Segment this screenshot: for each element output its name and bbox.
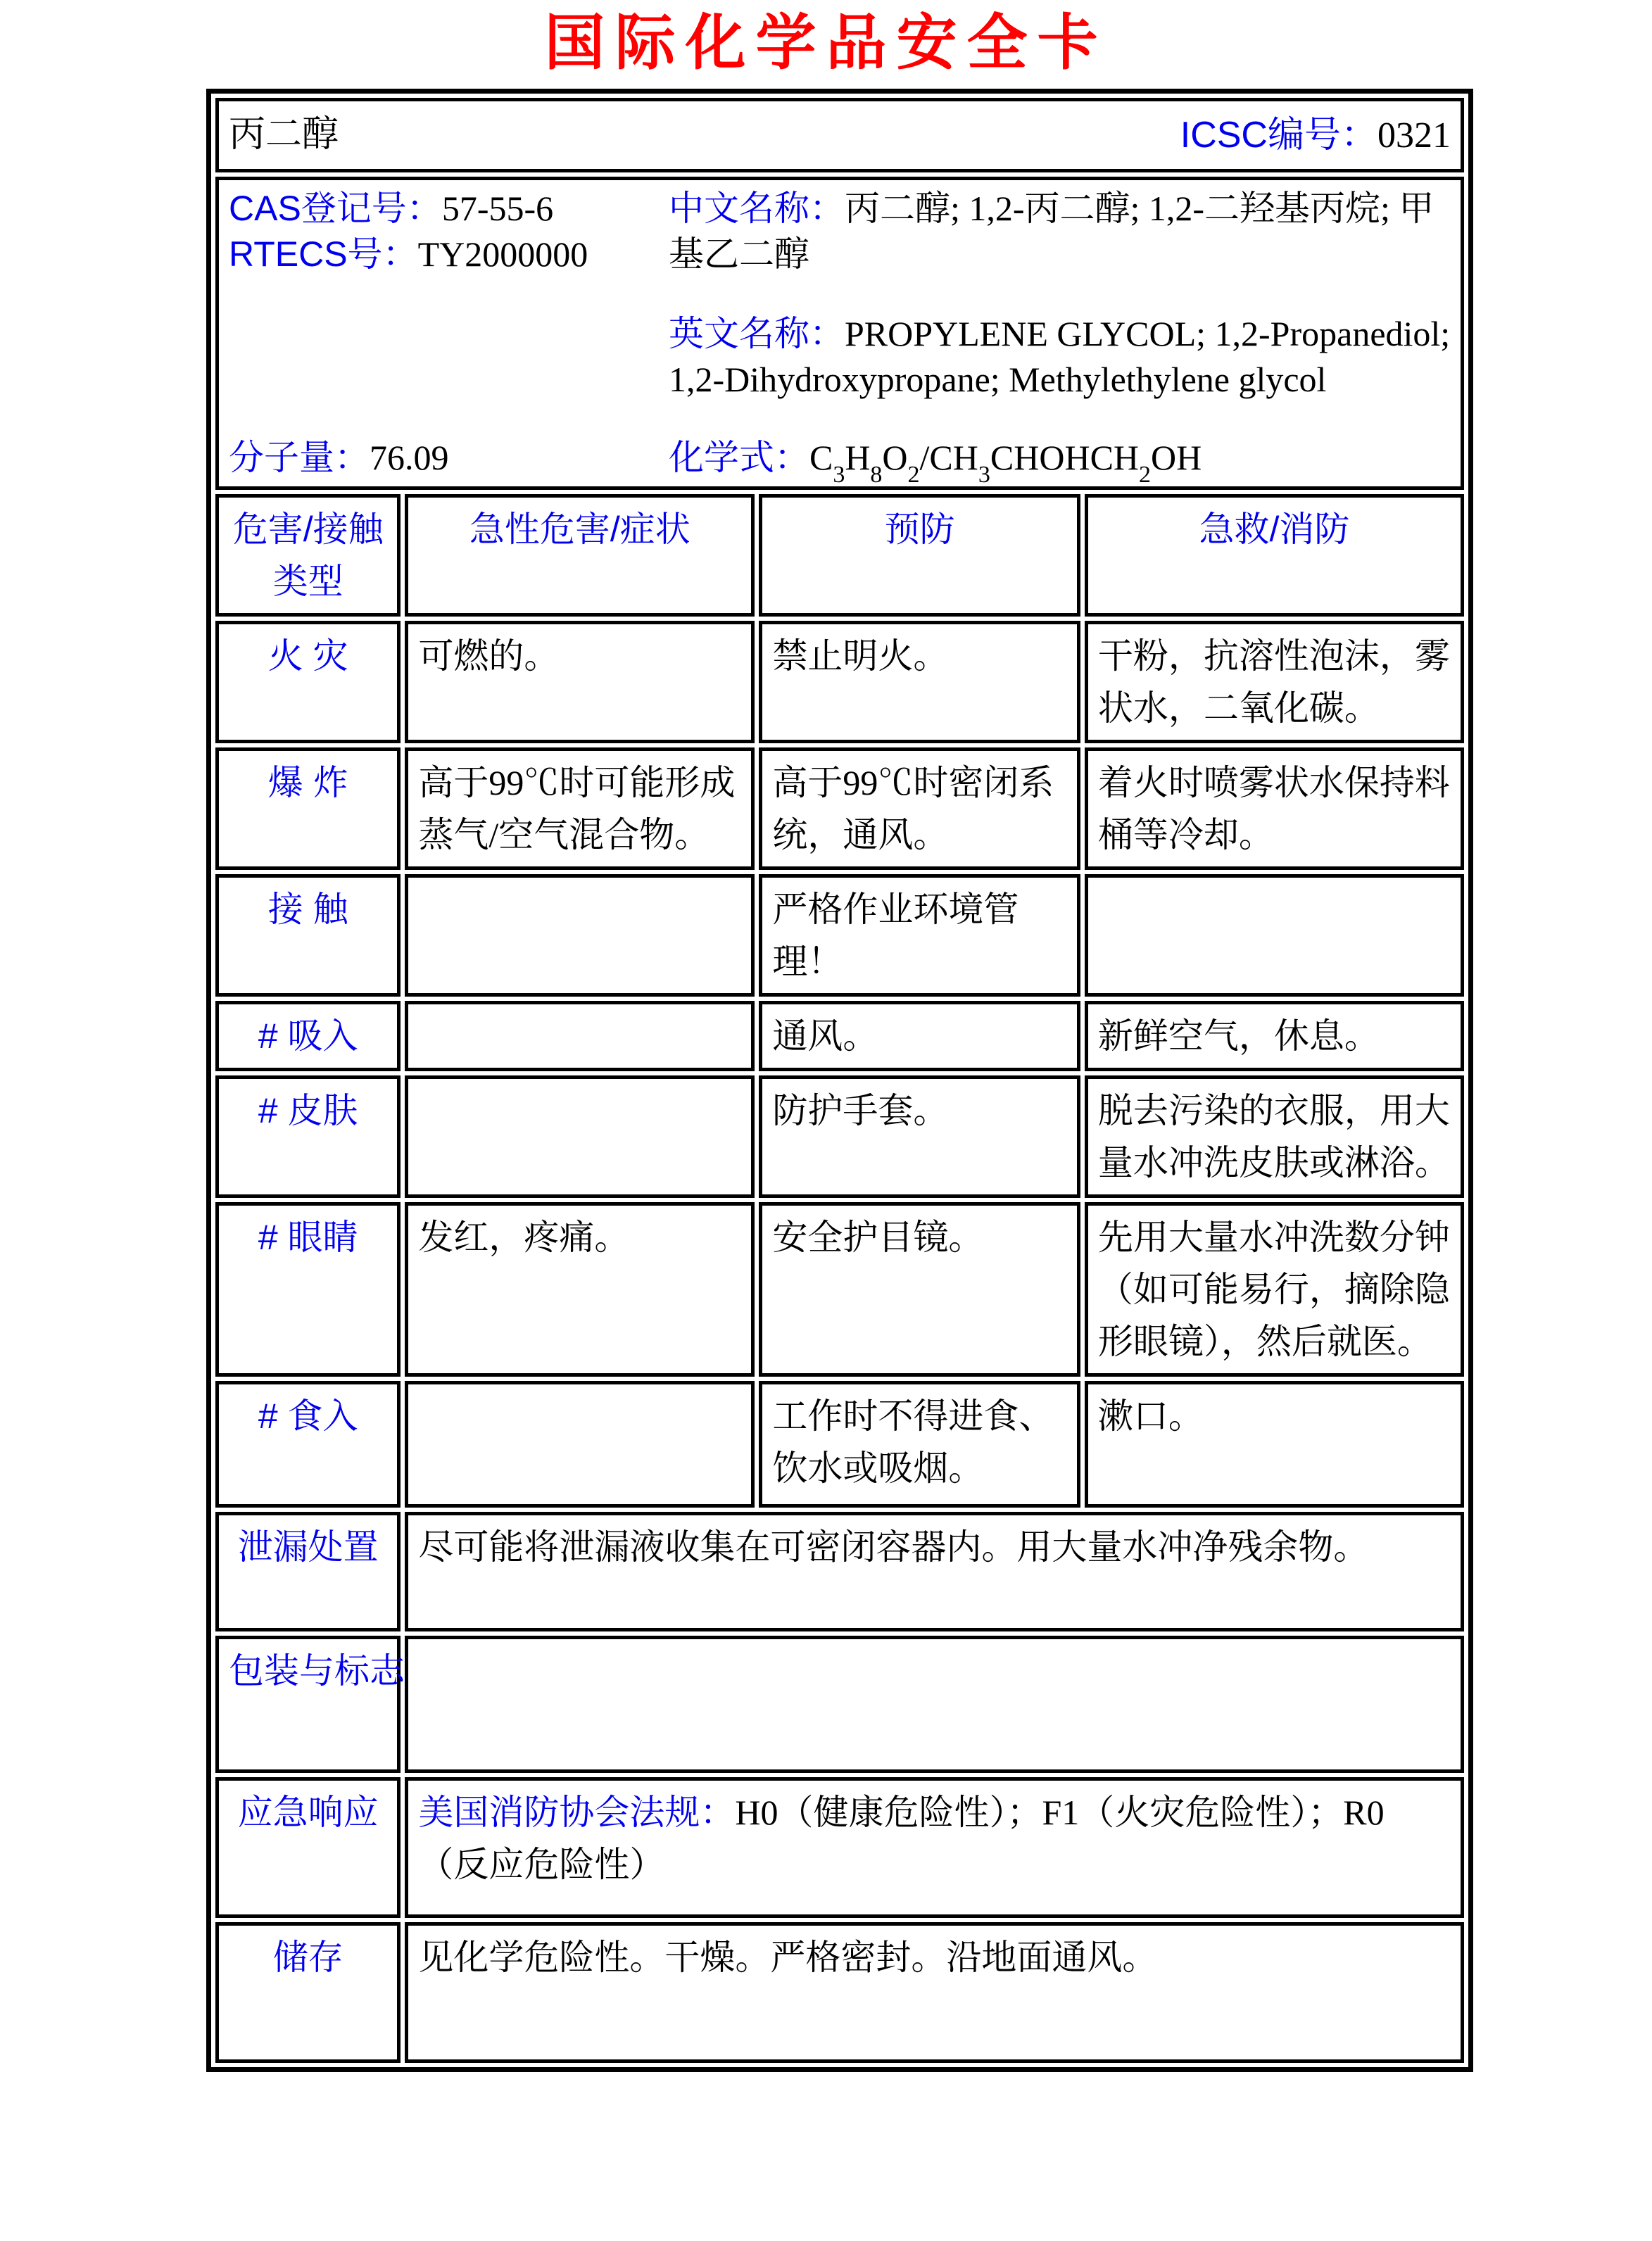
row-label-explosion: 爆 炸 bbox=[215, 747, 401, 870]
rtecs-number-value: TY2000000 bbox=[417, 234, 588, 274]
row-label-skin: # 皮肤 bbox=[215, 1075, 401, 1198]
registry-numbers-block bbox=[229, 186, 669, 403]
molecular-weight-label: 分子量： bbox=[229, 437, 370, 477]
skin-prevention-cell: 防护手套。 bbox=[759, 1075, 1080, 1198]
chinese-name-line bbox=[669, 186, 1451, 277]
column-header-response: 急救/消防 bbox=[1085, 494, 1464, 617]
chinese-name-value: 丙二醇; 1,2-丙二醇; 1,2-二羟基丙烷; 甲基乙二醇 bbox=[668, 188, 1435, 274]
inhalation-prevention-cell: 通风。 bbox=[759, 1001, 1080, 1071]
cas-number-value: 57-55-6 bbox=[441, 188, 554, 228]
name-row bbox=[215, 98, 1464, 172]
inhalation-response-cell: 新鲜空气，休息。 bbox=[1085, 1001, 1464, 1071]
chemical-name: 丙二醇 bbox=[229, 115, 339, 155]
nfpa-code-value: H0（健康危险性）；F1（火灾危险性）；R0（反应危险性） bbox=[418, 1792, 1385, 1884]
identification-content bbox=[229, 186, 1451, 488]
column-header-symptoms: 急性危害/症状 bbox=[405, 494, 755, 617]
table-row-explosion bbox=[215, 747, 1464, 870]
english-name-line bbox=[669, 311, 1451, 403]
chemical-formula-value bbox=[809, 437, 1202, 488]
table-row-emergency bbox=[215, 1777, 1464, 1918]
explosion-prevention-cell: 高于99℃时密闭系统，通风。 bbox=[759, 747, 1080, 870]
cas-number-label: CAS登记号： bbox=[229, 188, 442, 228]
formula-text: C bbox=[809, 437, 833, 477]
table-row-spillage bbox=[215, 1512, 1464, 1631]
formula-text: O bbox=[882, 437, 908, 477]
fire-prevention-cell: 禁止明火。 bbox=[759, 621, 1080, 743]
eyes-prevention-cell: 安全护目镜。 bbox=[759, 1202, 1080, 1377]
formula-subscript: 3 bbox=[833, 461, 845, 488]
nfpa-code-label: 美国消防协会法规： bbox=[418, 1792, 736, 1832]
names-block bbox=[669, 186, 1451, 403]
formula-subscript: 2 bbox=[907, 461, 920, 488]
table-row-eyes bbox=[215, 1202, 1464, 1377]
ingestion-response-cell: 漱口。 bbox=[1085, 1381, 1464, 1508]
eyes-symptoms-cell: 发红，疼痛。 bbox=[405, 1202, 755, 1377]
cas-number-line bbox=[229, 186, 669, 232]
skin-response-cell: 脱去污染的衣服，用大量水冲洗皮肤或淋浴。 bbox=[1085, 1075, 1464, 1198]
row-label-spillage: 泄漏处置 bbox=[215, 1512, 401, 1631]
identification-row bbox=[215, 177, 1464, 490]
safety-card bbox=[206, 89, 1473, 2072]
fire-symptoms-cell: 可燃的。 bbox=[405, 621, 755, 743]
skin-symptoms-cell bbox=[405, 1075, 755, 1198]
ingestion-prevention-cell: 工作时不得进食、饮水或吸烟。 bbox=[759, 1381, 1080, 1508]
identification-top-grid bbox=[229, 186, 1451, 403]
molecular-weight-value: 76.09 bbox=[370, 437, 449, 477]
row-label-eyes: # 眼睛 bbox=[215, 1202, 401, 1377]
fire-response-cell: 干粉，抗溶性泡沫，雾状水，二氧化碳。 bbox=[1085, 621, 1464, 743]
name-row-content bbox=[229, 107, 1451, 163]
chemical-formula-line bbox=[668, 435, 1451, 488]
formula-subscript: 3 bbox=[978, 461, 990, 488]
identification-bottom-grid bbox=[229, 435, 1451, 488]
safety-card-table bbox=[211, 94, 1468, 2067]
name-row-cell bbox=[215, 98, 1464, 172]
rtecs-number-label: RTECS号： bbox=[229, 234, 418, 274]
chemical-formula-label: 化学式： bbox=[668, 437, 809, 477]
inhalation-symptoms-cell bbox=[405, 1001, 755, 1071]
row-label-fire: 火 灾 bbox=[215, 621, 401, 743]
formula-text: H bbox=[845, 437, 871, 477]
row-label-inhalation: # 吸入 bbox=[215, 1001, 401, 1071]
row-label-emergency: 应急响应 bbox=[215, 1777, 401, 1918]
row-label-contact: 接 触 bbox=[215, 874, 401, 997]
table-row-packaging bbox=[215, 1636, 1464, 1773]
english-name-value: PROPYLENE GLYCOL; 1,2-Propanediol; 1,2-Dihydroxypropane; Methylethylene glycol bbox=[668, 313, 1451, 399]
contact-prevention-cell: 严格作业环境管理！ bbox=[759, 874, 1080, 997]
english-name-label: 英文名称： bbox=[668, 313, 845, 353]
row-label-storage: 储存 bbox=[215, 1922, 401, 2063]
emergency-content-cell bbox=[405, 1777, 1464, 1918]
table-row-fire bbox=[215, 621, 1464, 743]
ingestion-symptoms-cell bbox=[405, 1381, 755, 1508]
spillage-content-cell: 尽可能将泄漏液收集在可密闭容器内。用大量水冲净残余物。 bbox=[405, 1512, 1464, 1631]
explosion-symptoms-cell: 高于99℃时可能形成蒸气/空气混合物。 bbox=[405, 747, 755, 870]
contact-symptoms-cell bbox=[405, 874, 755, 997]
eyes-response-cell: 先用大量水冲洗数分钟（如可能易行，摘除隐形眼镜），然后就医。 bbox=[1085, 1202, 1464, 1377]
column-header-prevention: 预防 bbox=[759, 494, 1080, 617]
table-row-contact bbox=[215, 874, 1464, 997]
page-title: 国际化学品安全卡 bbox=[544, 9, 1108, 77]
row-label-packaging: 包装与标志 bbox=[215, 1636, 401, 1773]
table-row-storage bbox=[215, 1922, 1464, 2063]
formula-text: CHOHCH bbox=[990, 437, 1140, 477]
storage-content-cell: 见化学危险性。干燥。严格密封。沿地面通风。 bbox=[405, 1922, 1464, 2063]
explosion-response-cell: 着火时喷雾状水保持料桶等冷却。 bbox=[1085, 747, 1464, 870]
icsc-number-group bbox=[1180, 108, 1451, 163]
identification-cell bbox=[215, 177, 1464, 490]
hazard-header-row bbox=[215, 494, 1464, 617]
column-header-type: 危害/接触类型 bbox=[215, 494, 401, 617]
molecular-weight-line bbox=[229, 435, 669, 481]
icsc-number-value: 0321 bbox=[1377, 115, 1451, 156]
chinese-name-label: 中文名称： bbox=[668, 188, 845, 228]
table-row-ingestion bbox=[215, 1381, 1464, 1508]
contact-response-cell bbox=[1085, 874, 1464, 997]
formula-text: /CH bbox=[919, 437, 978, 477]
packaging-content-cell bbox=[405, 1636, 1464, 1773]
icsc-document-page bbox=[0, 9, 1652, 2241]
table-row-skin bbox=[215, 1075, 1464, 1198]
formula-subscript: 8 bbox=[870, 461, 883, 488]
row-label-ingestion: # 食入 bbox=[215, 1381, 401, 1508]
rtecs-number-line bbox=[229, 232, 669, 277]
formula-text: OH bbox=[1151, 437, 1202, 477]
icsc-number-label: ICSC编号： bbox=[1180, 115, 1377, 156]
table-row-inhalation bbox=[215, 1001, 1464, 1071]
formula-subscript: 2 bbox=[1139, 461, 1152, 488]
